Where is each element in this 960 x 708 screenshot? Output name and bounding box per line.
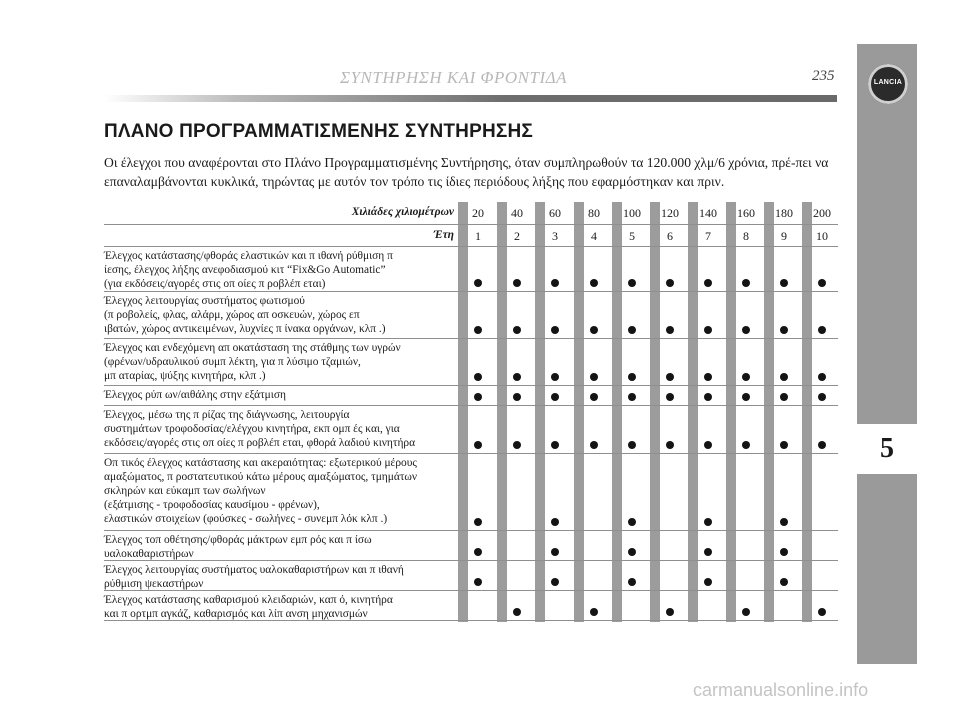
check-mark-dot bbox=[742, 441, 750, 449]
check-mark-dot bbox=[551, 578, 559, 586]
header-value: 120 bbox=[661, 206, 679, 220]
check-mark-dot bbox=[513, 441, 521, 449]
header-value: 4 bbox=[591, 229, 597, 243]
km-header-row bbox=[104, 202, 838, 224]
row-description: Οπ τικός έλεγχος κατάστασης και ακεραιότητας: εξωτερικού μέρους αμαξώματος, π ροστατευτικού κάτω μέρους αμαξώματος, τμημάτων σκληρών και εύκαμπ των σωλήνων (εξάτμισης - τροφοδοσίας καυσίμου - φρένων), ελαστικών στοιχείων (φούσκες - σωλήνες - συνεμπ λόκ κλπ .) bbox=[104, 457, 418, 525]
check-mark-dot bbox=[704, 326, 712, 334]
check-mark-dot bbox=[590, 373, 598, 381]
check-mark-dot bbox=[742, 279, 750, 287]
check-mark-dot bbox=[628, 326, 636, 334]
chapter-side-column bbox=[857, 44, 917, 664]
chapter-tab[interactable]: 5 bbox=[857, 424, 917, 474]
header-value: 160 bbox=[737, 206, 755, 220]
check-mark-dot bbox=[551, 393, 559, 401]
check-mark-dot bbox=[474, 548, 482, 556]
check-mark-dot bbox=[704, 518, 712, 526]
check-mark-dot bbox=[780, 279, 788, 287]
check-mark-dot bbox=[666, 373, 674, 381]
check-mark-dot bbox=[704, 393, 712, 401]
check-mark-dot bbox=[780, 373, 788, 381]
check-mark-dot bbox=[780, 393, 788, 401]
check-mark-dot bbox=[590, 279, 598, 287]
check-mark-dot bbox=[628, 518, 636, 526]
lancia-logo bbox=[868, 64, 908, 104]
check-mark-dot bbox=[666, 279, 674, 287]
check-mark-dot bbox=[666, 441, 674, 449]
check-mark-dot bbox=[742, 373, 750, 381]
check-mark-dot bbox=[551, 441, 559, 449]
check-mark-dot bbox=[590, 326, 598, 334]
table-row bbox=[104, 291, 838, 339]
check-mark-dot bbox=[513, 608, 521, 616]
check-mark-dot bbox=[666, 393, 674, 401]
header-value: 8 bbox=[743, 229, 749, 243]
check-mark-dot bbox=[780, 548, 788, 556]
check-mark-dot bbox=[474, 279, 482, 287]
check-mark-dot bbox=[742, 393, 750, 401]
check-mark-dot bbox=[513, 326, 521, 334]
check-mark-dot bbox=[704, 578, 712, 586]
row-description: Έλεγχος λειτουργίας συστήματος φωτισμού (π ροβολείς, φλας, αλάρμ, χώρος απ οσκευών, χώρος επ ιβατών, χώρος αντικειμένων, λυχνίες π ίνακα οργάνων, κλπ .) bbox=[104, 295, 386, 335]
check-mark-dot bbox=[704, 373, 712, 381]
header-label: Έτη bbox=[433, 229, 454, 241]
table-row bbox=[104, 453, 838, 531]
table-row bbox=[104, 338, 838, 386]
table-row bbox=[104, 385, 838, 406]
row-description: Έλεγχος κατάστασης/φθοράς ελαστικών και π ιθανή ρύθμιση π ίεσης, έλεγχος λήξης ανεφοδιασμού κιτ “Fix&Go Automatic” (για εκδόσεις/αγορές στις οπ οίες π ροβλέπ εται) bbox=[104, 250, 393, 290]
table-bottom-rule bbox=[104, 620, 838, 621]
check-mark-dot bbox=[474, 441, 482, 449]
running-header: ΣΥΝΤΗΡΗΣΗ ΚΑΙ ΦΡΟΝΤΙΔΑ bbox=[340, 68, 567, 87]
check-mark-dot bbox=[551, 279, 559, 287]
check-mark-dot bbox=[628, 441, 636, 449]
check-mark-dot bbox=[780, 578, 788, 586]
logo-text: LANCIA bbox=[873, 79, 903, 86]
check-mark-dot bbox=[551, 373, 559, 381]
intro-paragraph: Οι έλεγχοι που αναφέρονται στο Πλάνο Προγραμματισμένης Συντήρησης, όταν συμπληρωθούν τα 120.000 χλμ/6 χρόνια, πρέ-πει να επαναλαμβάνονται κυκλικά, τηρώντας με αυτόν τον τρόπο τις ίδιες περιόδους λήξης που εφαρμόστηκαν και πριν. bbox=[104, 155, 829, 189]
row-description: Έλεγχος, μέσω της π ρίζας της διάγνωσης, λειτουργία συστημάτων τροφοδοσίας/ελέγχου κινητήρα, εκπ ομπ ές και, για εκδόσεις/αγορές στις οπ οίες π ροβλέπ εται, φθορά λαδιού κινητήρα bbox=[104, 409, 416, 449]
check-mark-dot bbox=[628, 578, 636, 586]
check-mark-dot bbox=[742, 608, 750, 616]
header-value: 6 bbox=[667, 229, 673, 243]
check-mark-dot bbox=[818, 326, 826, 334]
header-rule bbox=[104, 95, 837, 102]
check-mark-dot bbox=[704, 441, 712, 449]
check-mark-dot bbox=[818, 373, 826, 381]
check-mark-dot bbox=[590, 608, 598, 616]
header-value: 7 bbox=[705, 229, 711, 243]
table-row bbox=[104, 560, 838, 591]
header-value: 5 bbox=[629, 229, 635, 243]
header-label: Χιλιάδες χιλιομέτρων bbox=[351, 206, 454, 218]
header-value: 10 bbox=[816, 229, 828, 243]
section-title: ΠΛΑΝΟ ΠΡΟΓΡΑΜΜΑΤΙΣΜΕΝΗΣ ΣΥΝΤΗΡΗΣΗΣ bbox=[104, 121, 534, 142]
check-mark-dot bbox=[704, 279, 712, 287]
header-value: 9 bbox=[781, 229, 787, 243]
watermark: carmanualsonline.info bbox=[693, 680, 869, 700]
header-value: 140 bbox=[699, 206, 717, 220]
table-row bbox=[104, 246, 838, 292]
row-description: Έλεγχος κατάστασης καθαρισμού κλειδαριών, καπ ό, κινητήρα και π ορτμπ αγκάζ, καθαρισμός και λίπ ανση μηχανισμών bbox=[104, 594, 393, 620]
header-value: 3 bbox=[552, 229, 558, 243]
check-mark-dot bbox=[704, 548, 712, 556]
check-mark-dot bbox=[628, 279, 636, 287]
check-mark-dot bbox=[551, 548, 559, 556]
check-mark-dot bbox=[513, 279, 521, 287]
table-row bbox=[104, 405, 838, 454]
header-value: 80 bbox=[588, 206, 600, 220]
check-mark-dot bbox=[590, 393, 598, 401]
page-number: 235 bbox=[812, 68, 835, 84]
check-mark-dot bbox=[666, 326, 674, 334]
header-value: 100 bbox=[623, 206, 641, 220]
check-mark-dot bbox=[474, 373, 482, 381]
check-mark-dot bbox=[474, 518, 482, 526]
table-row bbox=[104, 590, 838, 621]
check-mark-dot bbox=[590, 441, 598, 449]
check-mark-dot bbox=[818, 608, 826, 616]
check-mark-dot bbox=[474, 393, 482, 401]
check-mark-dot bbox=[818, 441, 826, 449]
header-value: 2 bbox=[514, 229, 520, 243]
header-value: 60 bbox=[549, 206, 561, 220]
check-mark-dot bbox=[513, 393, 521, 401]
check-mark-dot bbox=[780, 441, 788, 449]
header-value: 20 bbox=[472, 206, 484, 220]
check-mark-dot bbox=[628, 393, 636, 401]
row-description: Έλεγχος λειτουργίας συστήματος υαλοκαθαριστήρων και π ιθανή ρύθμιση ψεκαστήρων bbox=[104, 564, 404, 590]
check-mark-dot bbox=[666, 608, 674, 616]
table-row bbox=[104, 530, 838, 561]
check-mark-dot bbox=[474, 578, 482, 586]
check-mark-dot bbox=[513, 373, 521, 381]
years-header-row bbox=[104, 224, 838, 247]
check-mark-dot bbox=[628, 373, 636, 381]
row-description: Έλεγχος ρύπ ων/αιθάλης στην εξάτμιση bbox=[104, 389, 286, 401]
row-description: Έλεγχος και ενδεχόμενη απ οκατάσταση της στάθμης των υγρών (φρένων/υδραυλικού συμπ λέκτη, για π λύσιμο τζαμιών, μπ αταρίας, ψύξης κινητήρα, κλπ .) bbox=[104, 342, 401, 382]
check-mark-dot bbox=[551, 518, 559, 526]
header-value: 180 bbox=[775, 206, 793, 220]
check-mark-dot bbox=[818, 279, 826, 287]
row-description: Έλεγχος τοπ οθέτησης/φθοράς μάκτρων εμπ ρός και π ίσω υαλοκαθαριστήρων bbox=[104, 534, 372, 560]
header-value: 200 bbox=[813, 206, 831, 220]
check-mark-dot bbox=[780, 518, 788, 526]
check-mark-dot bbox=[818, 393, 826, 401]
check-mark-dot bbox=[551, 326, 559, 334]
header-value: 1 bbox=[475, 229, 481, 243]
check-mark-dot bbox=[628, 548, 636, 556]
check-mark-dot bbox=[780, 326, 788, 334]
header-value: 40 bbox=[511, 206, 523, 220]
check-mark-dot bbox=[474, 326, 482, 334]
check-mark-dot bbox=[742, 326, 750, 334]
